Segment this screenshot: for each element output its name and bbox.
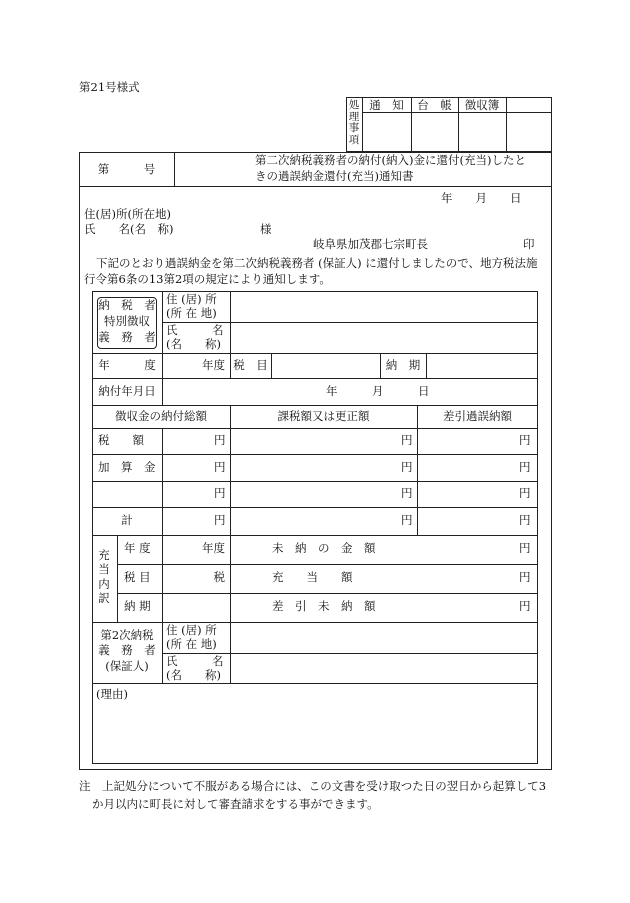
yen-mark: 円 xyxy=(401,433,413,447)
addressee-name-label: 氏 名(名 称) xyxy=(84,222,174,236)
allocation-unit: 年度 xyxy=(202,541,225,555)
taxpayer-label-1: 納 税 者 xyxy=(98,298,156,312)
amount-row-label: 加 算 金 xyxy=(98,460,156,474)
amount-row-label: 税 額 xyxy=(98,433,144,447)
yen-mark: 円 xyxy=(519,541,531,555)
yen-mark: 円 xyxy=(519,486,531,500)
yen-mark: 円 xyxy=(214,486,226,500)
due-label: 納 期 xyxy=(385,358,421,372)
title-line-2: きの過誤納金還付(充当)通知書 xyxy=(255,169,414,183)
unpaid-amount-label: 未 納 の 金 額 xyxy=(272,541,376,555)
allocation-label: 充 当 内 訳 xyxy=(98,548,110,606)
yen-mark: 円 xyxy=(519,513,531,527)
notice-text-2: 行令第6条の13第2項の規定により通知します。 xyxy=(84,272,331,286)
footnote-line-1: 注 上記処分について不服がある場合には、この文書を受け取つた日の翌日から起算して3 xyxy=(79,779,547,793)
taxpayer-name-label-1: 氏 名 xyxy=(166,323,224,337)
allocation-unit: 税 xyxy=(213,570,225,584)
yen-mark: 円 xyxy=(519,460,531,474)
document-number-label: 第 号 xyxy=(97,162,156,176)
secondary-label-3: (保証人) xyxy=(105,659,149,673)
allocation-row-label: 年 度 xyxy=(124,541,151,555)
processing-col-ledger: 台 帳 xyxy=(417,98,452,112)
allocation-row-label: 税 目 xyxy=(124,570,151,584)
form-number: 第21号様式 xyxy=(79,80,140,94)
yen-mark: 円 xyxy=(519,599,531,613)
issuer-name: 岐阜県加茂郡七宗町長 xyxy=(313,237,428,251)
yen-mark: 円 xyxy=(519,433,531,447)
payment-date-label: 納付年月日 xyxy=(98,384,156,398)
processing-col-notice: 通 知 xyxy=(369,98,404,112)
taxpayer-name-label-2: (名 称) xyxy=(166,337,221,351)
taxpayer-label-2: 特別徴収 xyxy=(104,314,150,328)
addressee-address-label: 住(居)所(所在地) xyxy=(84,207,171,221)
footnote-line-2: か月以内に町長に対して審査請求をする事ができます。 xyxy=(92,797,379,811)
year-unit: 年度 xyxy=(202,358,225,372)
secondary-address-label-1: 住 (居) 所 xyxy=(166,623,217,637)
taxpayer-label-3: 義 務 者 xyxy=(98,330,156,344)
yen-mark: 円 xyxy=(519,570,531,584)
secondary-address-label-2: (所 在 地) xyxy=(166,637,217,651)
header-overpaid: 差引過誤納額 xyxy=(443,409,512,423)
title-line-1: 第二次納税義務者の納付(納入)金に還付(充当)したと xyxy=(255,153,526,167)
taxpayer-address-label-2: (所 在 地) xyxy=(166,306,217,320)
yen-mark: 円 xyxy=(214,513,226,527)
remaining-unpaid-label: 差 引 未 納 額 xyxy=(272,599,376,613)
yen-mark: 円 xyxy=(401,460,413,474)
taxpayer-address-label-1: 住 (居) 所 xyxy=(166,292,217,306)
payment-date-value: 年 月 日 xyxy=(326,384,430,398)
year-label: 年 度 xyxy=(98,358,156,372)
header-total-paid: 徴収金の納付総額 xyxy=(115,409,207,423)
secondary-name-label-2: (名 称) xyxy=(166,668,221,682)
notice-text-1: 下記のとおり過誤納金を第二次納税義務者 (保証人) に還付しましたので、地方税法施 xyxy=(96,256,538,270)
issue-date: 年 月 日 xyxy=(441,191,522,205)
yen-mark: 円 xyxy=(401,513,413,527)
yen-mark: 円 xyxy=(214,433,226,447)
secondary-label-2: 義 務 者 xyxy=(98,643,156,657)
tax-item-label: 税 目 xyxy=(233,358,268,372)
allocation-row-label: 納 期 xyxy=(124,599,151,613)
secondary-label-1: 第2次納税 xyxy=(100,628,154,642)
yen-mark: 円 xyxy=(214,460,226,474)
yen-mark: 円 xyxy=(401,486,413,500)
secondary-name-label-1: 氏 名 xyxy=(166,654,224,668)
processing-label: 処 理 事 項 xyxy=(348,99,360,146)
honorific: 様 xyxy=(260,222,272,236)
amount-row-label: 計 xyxy=(121,513,133,527)
seal-mark: 印 xyxy=(523,237,535,251)
reason-label: (理由) xyxy=(96,687,128,701)
processing-col-collection: 徴収簿 xyxy=(464,98,500,112)
header-assessed: 課税額又は更正額 xyxy=(277,409,370,423)
allocated-amount-label: 充 当 額 xyxy=(272,570,353,584)
